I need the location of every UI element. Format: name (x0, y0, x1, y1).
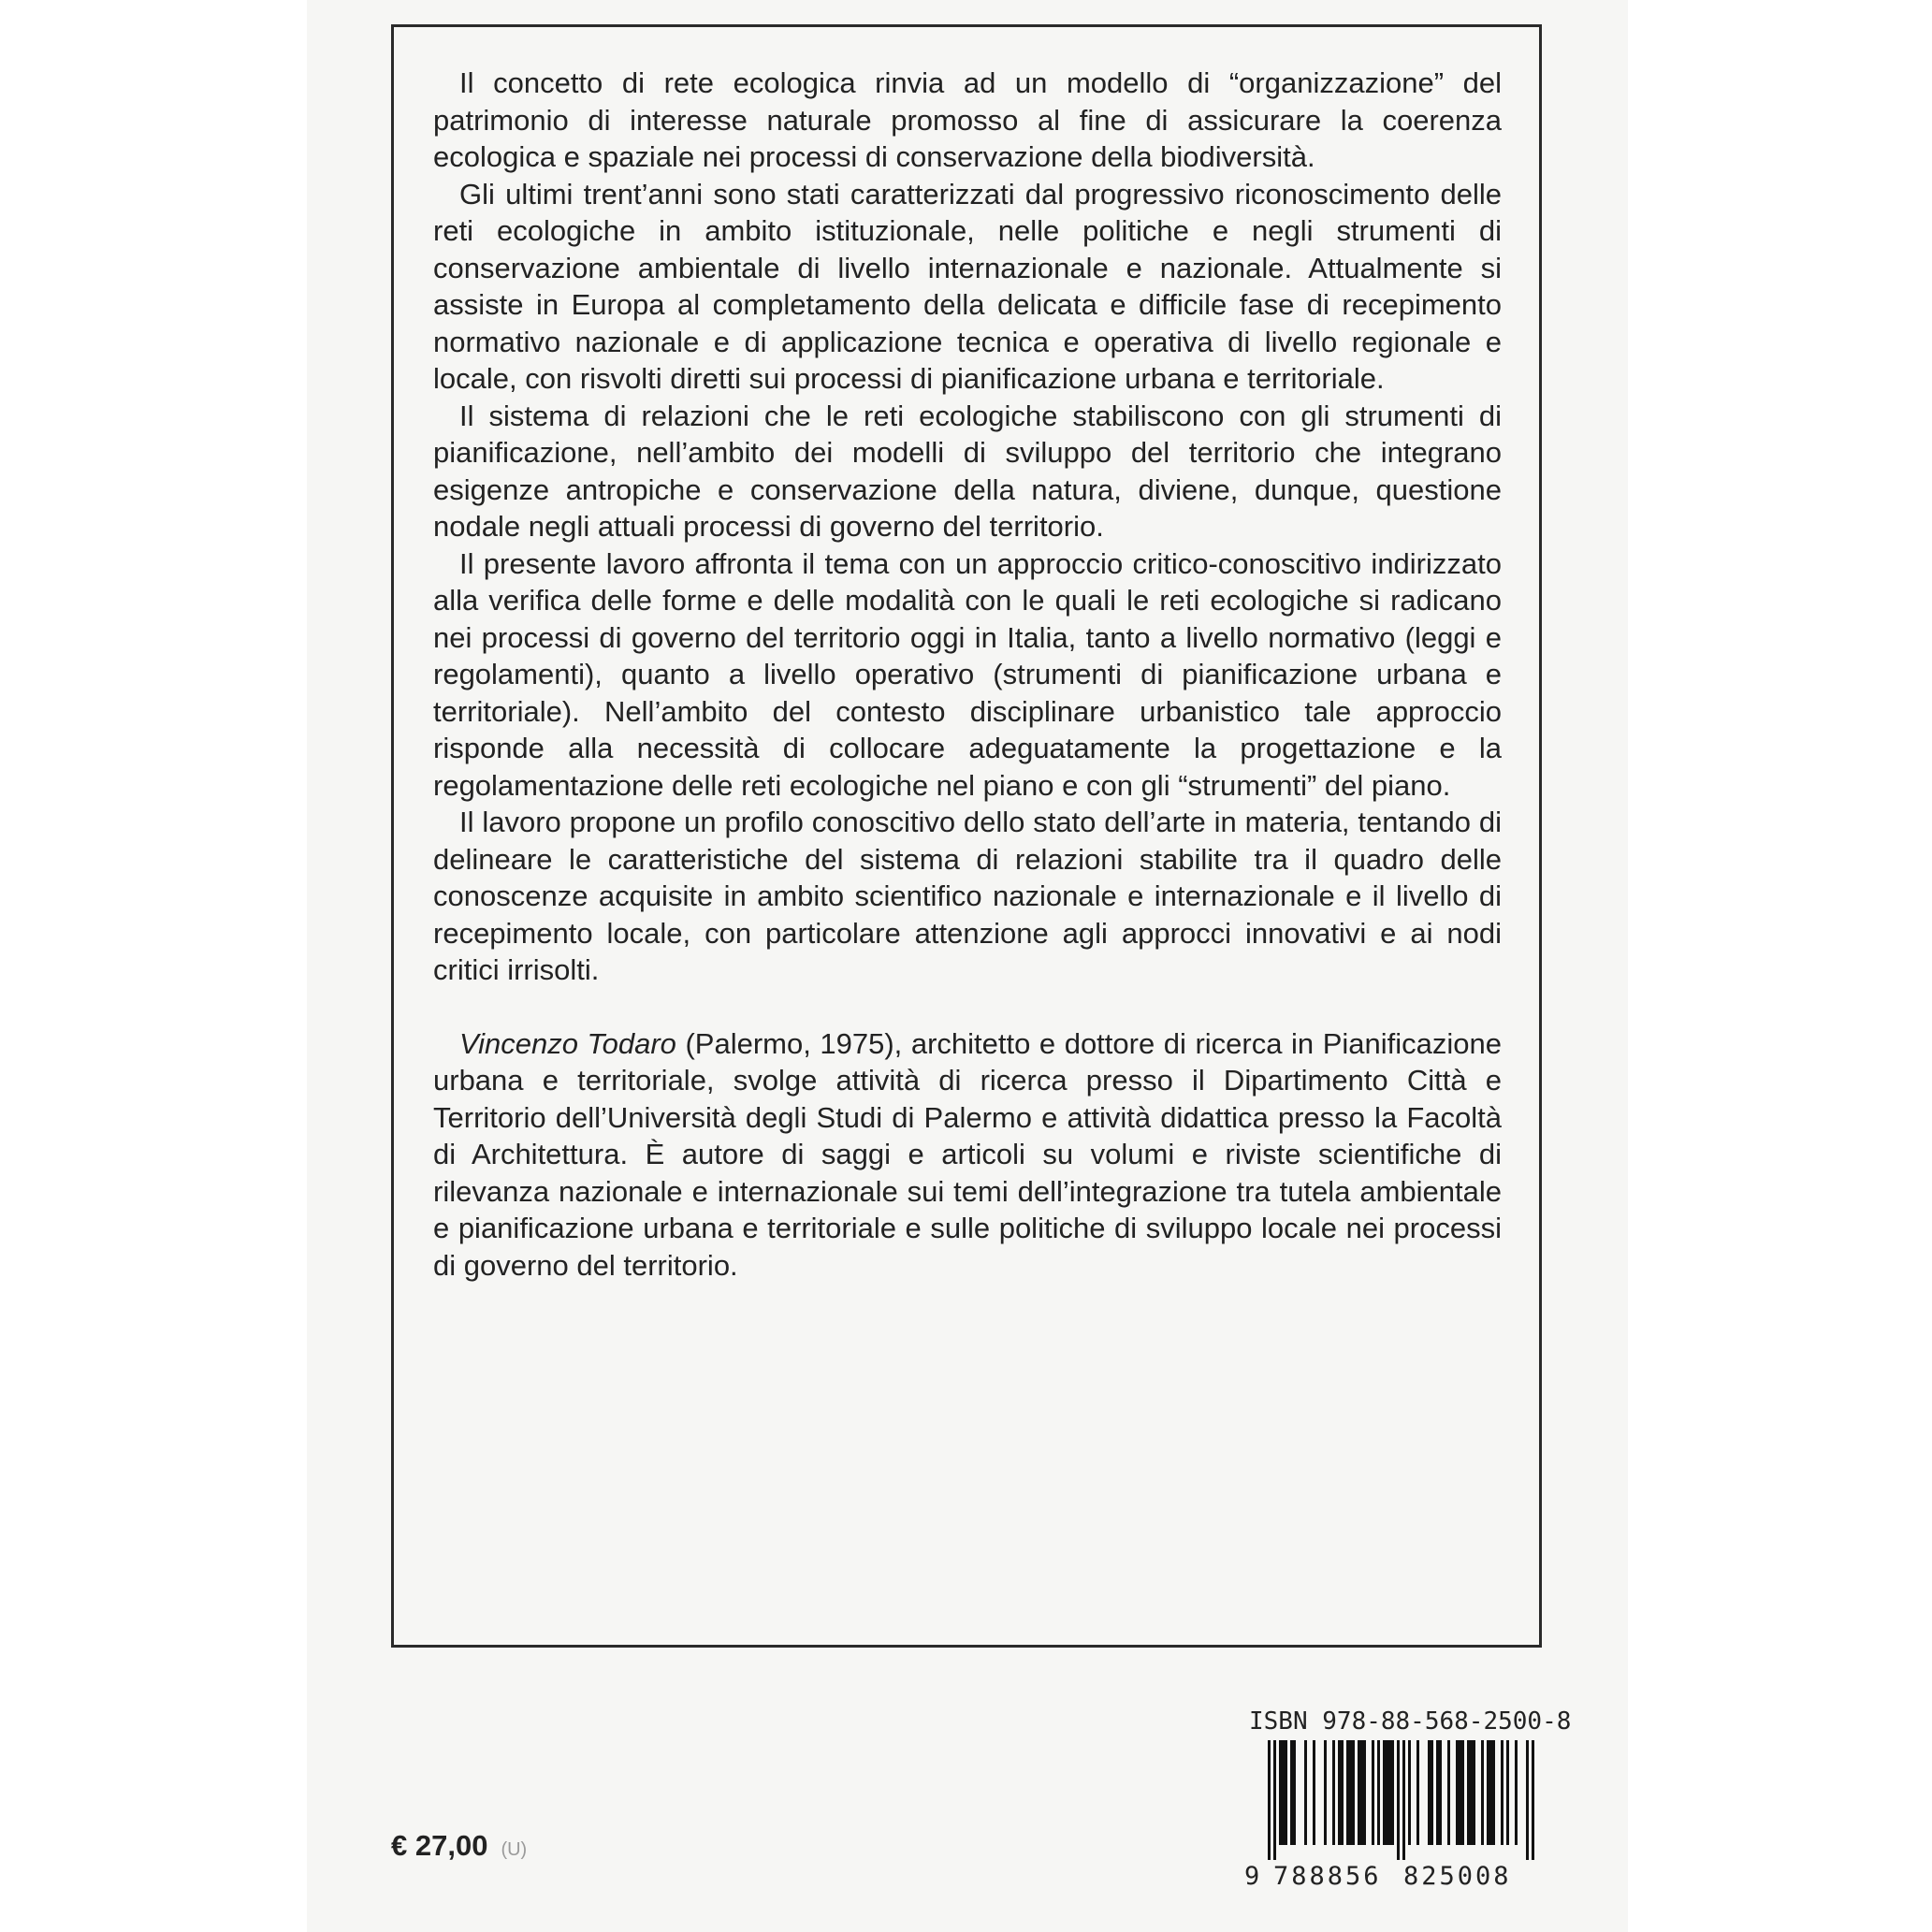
barcode-bar (1487, 1740, 1489, 1845)
barcode-bar (1293, 1740, 1296, 1845)
barcode-bar (1313, 1740, 1315, 1845)
description-paragraph: Il concetto di rete ecologica rinvia ad un modello di “organizzazione” del patrimonio di interesse naturale promosso al fine di assicurare la coerenza ecologica e spaziale nei processi di conservazione della biodiversità. (433, 66, 1502, 173)
barcode (1244, 1740, 1547, 1891)
back-cover (307, 0, 1628, 1932)
barcode-bar (1489, 1740, 1492, 1845)
barcode-bar (1470, 1740, 1473, 1845)
description-text (433, 65, 1502, 1284)
barcode-bar (1515, 1740, 1518, 1845)
barcode-bar (1282, 1740, 1285, 1845)
barcode-bar (1388, 1740, 1391, 1845)
price: € 27,00 (391, 1829, 488, 1862)
barcode-bar (1492, 1740, 1495, 1845)
barcode-left-digits: 788856 (1273, 1862, 1382, 1891)
barcode-right-digits: 825008 (1403, 1862, 1512, 1891)
barcode-bar (1341, 1740, 1344, 1845)
barcode-bar (1377, 1740, 1380, 1845)
barcode-bars (1247, 1740, 1547, 1862)
barcode-bar (1436, 1740, 1439, 1845)
description-frame (391, 24, 1542, 1648)
barcode-bar (1268, 1740, 1271, 1860)
price-line (391, 1829, 527, 1863)
barcode-bar (1383, 1740, 1386, 1845)
barcode-bar (1447, 1740, 1450, 1845)
barcode-bar (1428, 1740, 1431, 1845)
barcode-bar (1402, 1740, 1405, 1860)
barcode-bar (1338, 1740, 1341, 1845)
barcode-bar (1532, 1740, 1534, 1860)
barcode-bar (1397, 1740, 1400, 1860)
barcode-first-digit: 9 (1244, 1862, 1260, 1891)
barcode-bar (1352, 1740, 1355, 1845)
barcode-bar (1431, 1740, 1433, 1845)
barcode-bar (1456, 1740, 1459, 1845)
barcode-bar (1459, 1740, 1461, 1845)
description-paragraph: Gli ultimi trent’anni sono stati caratterizzati dal progressivo riconoscimento delle reti ecologiche in ambito istituzionale, nelle politiche e negli strumenti di conservazione ambientale di livello internazionale e nazionale. Attualmente si assiste in Europa al completamento della delicata e difficile fase di recepimento normativo nazionale e di applicazione tecnica e operativa di livello regionale e locale, con risvolti diretti sui processi di pianificazione urbana e territoriale. (433, 177, 1502, 395)
barcode-bar (1349, 1740, 1352, 1845)
barcode-bar (1285, 1740, 1287, 1845)
barcode-bar (1461, 1740, 1464, 1845)
barcode-bar (1416, 1740, 1419, 1845)
barcode-bar (1501, 1740, 1503, 1845)
barcode-bar (1506, 1740, 1509, 1845)
isbn-label: ISBN 978-88-568-2500-8 (1249, 1707, 1572, 1736)
barcode-bar (1386, 1740, 1388, 1845)
barcode-bar (1473, 1740, 1475, 1845)
barcode-bar (1467, 1740, 1470, 1845)
barcode-bar (1408, 1740, 1411, 1845)
barcode-bar (1439, 1740, 1442, 1845)
author-name: Vincenzo Todaro (459, 1026, 676, 1060)
barcode-bar (1481, 1740, 1484, 1845)
barcode-bar (1304, 1740, 1307, 1845)
barcode-bar (1360, 1740, 1363, 1845)
description-paragraph: Il lavoro propone un profilo conoscitivo dello stato dell’arte in materia, tentando di delineare le caratteristiche del sistema di relazioni stabilite tra il quadro delle conoscenze acquisite in ambito scientifico nazionale e internazionale e il livello di recepimento locale, con particolare attenzione agli approcci innovativi e ai nodi critici irrisolti. (433, 806, 1502, 986)
barcode-bar (1279, 1740, 1282, 1845)
author-bio (433, 1025, 1502, 1285)
barcode-bar (1372, 1740, 1374, 1845)
barcode-bar (1332, 1740, 1335, 1845)
barcode-bar (1526, 1740, 1529, 1860)
barcode-bar (1324, 1740, 1327, 1845)
price-code: (U) (501, 1839, 528, 1860)
description-paragraph: Il sistema di relazioni che le reti ecologiche stabiliscono con gli strumenti di pianificazione, nell’ambito dei modelli di sviluppo del territorio che integrano esigenze antropiche e conservazione della natura, diviene, dunque, questione nodale negli attuali processi di governo del territorio. (433, 399, 1502, 543)
barcode-bar (1363, 1740, 1366, 1845)
barcode-bar (1273, 1740, 1276, 1860)
description-paragraph: Il presente lavoro affronta il tema con un approccio critico-conoscitivo indirizzato alla verifica delle forme e delle modalità con le quali le reti ecologiche si radicano nei processi di governo del territorio oggi in Italia, tanto a livello normativo (leggi e regolamenti), quanto a livello operativo (strumenti di pianificazione urbana e territoriale). Nell’ambito del contesto disciplinare urbanistico tale approccio risponde alla necessità di collocare adeguatamente la progettazione e la regolamentazione delle reti ecologiche nel piano e con gli “strumenti” del piano. (433, 546, 1502, 802)
barcode-bar (1346, 1740, 1349, 1845)
barcode-bar (1391, 1740, 1394, 1845)
barcode-bar (1290, 1740, 1293, 1845)
author-bio-text: (Palermo, 1975), architetto e dottore di ricerca in Pianificazione urbana e territoriale, svolge attività di ricerca presso il Dipartimento Città e Territorio dell’Università degli Studi di Palermo e attività didattica presso la Facoltà di Architettura. È autore di saggi e articoli su volumi e riviste scientifiche di rilevanza nazionale e internazionale sui temi dell’integrazione tra tutela ambientale e pianificazione urbana e territoriale e sulle politiche di sviluppo locale nei processi di governo del territorio. (433, 1026, 1502, 1282)
barcode-bar (1358, 1740, 1360, 1845)
